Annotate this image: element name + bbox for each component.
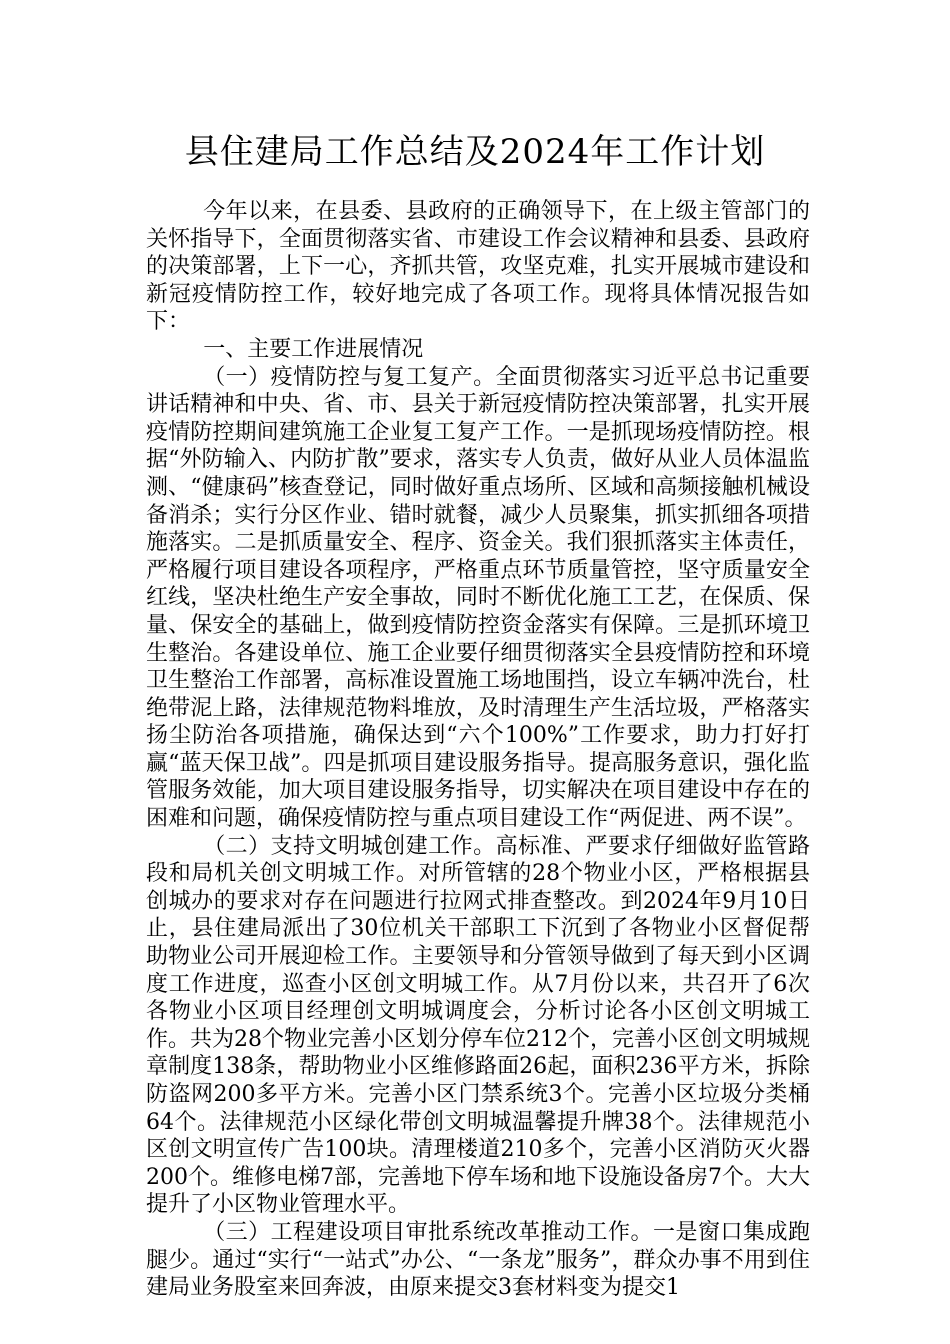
document-body bbox=[146, 198, 810, 1302]
body-paragraph: （二）支持文明城创建工作。高标准、严要求仔细做好监管路段和局机关创文明城工作。对所管辖的28个物业小区，严格根据县创城办的要求对存在问题进行拉网式排查整改。到2024年9月10日止，县住建局派出了30位机关干部职工下沉到了各物业小区督促帮助物业公司开展迎检工作。主要领导和分管领导做到了每天到小区调度工作进度，巡查小区创文明城工作。从7月份以来，共召开了6次各物业小区项目经理创文明城调度会，分析讨论各小区创文明城工作。共为28个物业完善小区划分停车位212个，完善小区创文明城规章制度138条，帮助物业小区维修路面26起，面积236平方米，拆除防盗网200多平方米。完善小区门禁系统3个。完善小区垃圾分类桶64个。法律规范小区绿化带创文明城温馨提升牌38个。法律规范小区创文明宣传广告100块。清理楼道210多个，完善小区消防灭火器200个。维修电梯7部，完善地下停车场和地下设施设备房7个。大大提升了小区物业管理水平。 bbox=[146, 833, 810, 1218]
section-heading: 一、主要工作进展情况 bbox=[203, 336, 424, 362]
body-paragraph: （三）工程建设项目审批系统改革推动工作。一是窗口集成跑腿少。通过“实行“一站式”办公、“一条龙”服务”，群众办事不用到住建局业务股室来回奔波，由原来提交3套材料变为提交1 bbox=[146, 1219, 810, 1301]
body-paragraph: （一）疫情防控与复工复产。全面贯彻落实习近平总书记重要讲话精神和中央、省、市、县关于新冠疫情防控决策部署，扎实开展疫情防控期间建筑施工企业复工复产工作。一是抓现场疫情防控。根据“外防输入、内防扩散”要求，落实专人负责，做好从业人员体温监测、“健康码”核查登记，同时做好重点场所、区域和高频接触机械设备消杀；实行分区作业、错时就餐，减少人员聚集，抓实抓细各项措施落实。二是抓质量安全、程序、资金关。我们狠抓落实主体责任，严格履行项目建设各项程序，严格重点环节质量管控，坚守质量安全红线，坚决杜绝生产安全事故，同时不断优化施工工艺，在保质、保量、保安全的基础上，做到疫情防控资金落实有保障。三是抓环境卫生整治。各建设单位、施工企业要仔细贯彻落实全县疫情防控和环境卫生整治工作部署，高标准设置施工场地围挡，设立车辆冲洗台，杜绝带泥上路，法律规范物料堆放，及时清理生产生活垃圾，严格落实扬尘防治各项措施，确保达到“六个100%”工作要求，助力打好打赢“蓝天保卫战”。四是抓项目建设服务指导。提高服务意识，强化监管服务效能，加大项目建设服务指导，切实解决在项目建设中存在的困难和问题，确保疫情防控与重点项目建设工作“两促进、两不误”。 bbox=[146, 364, 810, 832]
intro-paragraph: 今年以来，在县委、县政府的正确领导下，在上级主管部门的关怀指导下，全面贯彻落实省、市建设工作会议精神和县委、县政府的决策部署，上下一心，齐抓共管，攻坚克难，扎实开展城市建设和新冠疫情防控工作，较好地完成了各项工作。现将具体情况报告如下： bbox=[146, 199, 810, 335]
document-title: 县住建局工作总结及2024年工作计划 bbox=[184, 132, 766, 172]
